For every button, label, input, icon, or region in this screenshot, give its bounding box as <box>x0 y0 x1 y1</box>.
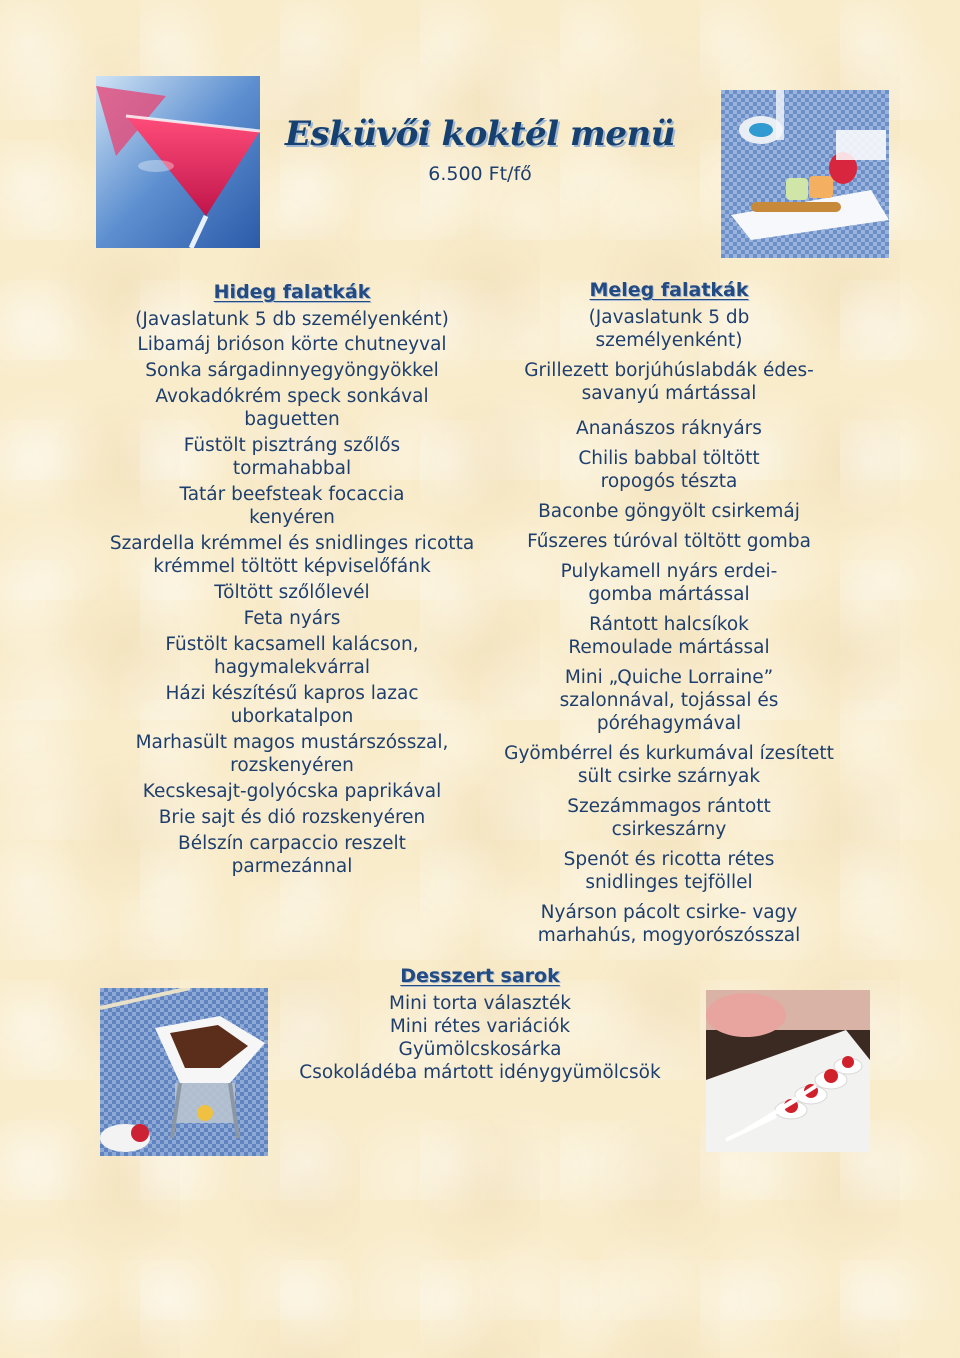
list-item: Bélszín carpaccio reszelt parmezánnal <box>178 833 406 877</box>
list-item: Házi készítésű kapros lazac uborkatalpon <box>165 683 419 727</box>
list-item: Spenót és ricotta rétes snidlinges tejföllel <box>563 849 775 893</box>
list-item: (Javaslatunk 5 db személyenként) <box>588 307 750 351</box>
list-item: Mini rétes variációk <box>389 1016 571 1037</box>
dessert-plate-photo <box>721 90 889 258</box>
list-item: Sonka sárgadinnyegyöngyökkel <box>145 360 439 381</box>
list-item: Feta nyárs <box>243 608 341 629</box>
fondue-photo <box>100 988 268 1156</box>
dessert-section <box>260 964 700 1084</box>
list-item: Kecskesajt-golyócska paprikával <box>142 781 442 802</box>
list-item: Szezámmagos rántott csirkeszárny <box>567 796 771 840</box>
list-item: (Javaslatunk 5 db személyenként) <box>135 309 449 330</box>
price-per-person: 6.500 Ft/fő <box>428 163 532 185</box>
list-item: Füstölt kacsamell kalácson, hagymalekvárral <box>165 634 419 678</box>
list-item: Baconbe göngyölt csirkemáj <box>538 501 800 522</box>
list-item: Grillezett borjúhúslabdák édes-savanyú mártással <box>524 360 814 404</box>
list-item: Pulykamell nyárs erdei-gomba mártással <box>560 561 778 605</box>
list-item: Fűszeres túróval töltött gomba <box>527 531 811 552</box>
list-item: Mini torta választék <box>389 993 571 1014</box>
page-title: Esküvői koktél menü <box>285 114 675 154</box>
list-item: Mini „Quiche Lorraine” szalonnával, tojással és póréhagymával <box>559 667 779 734</box>
list-item: Tatár beefsteak focaccia kenyéren <box>179 484 405 528</box>
warm-appetizers-heading: Meleg falatkák <box>589 279 749 301</box>
list-item: Marhasült magos mustárszósszal, rozskenyéren <box>135 732 449 776</box>
list-item: Chilis babbal töltött ropogós tészta <box>578 448 760 492</box>
list-item: Füstölt pisztráng szőlős tormahabbal <box>183 435 401 479</box>
list-item: Rántott halcsíkok Remoulade mártással <box>568 614 770 658</box>
list-item: Szardella krémmel és snidlinges ricotta krémmel töltött képviselőfánk <box>109 533 475 577</box>
cold-appetizers-heading: Hideg falatkák <box>213 281 371 303</box>
list-item: Libamáj brióson körte chutneyval <box>137 334 447 355</box>
cold-appetizers-section <box>108 280 476 881</box>
list-item: Brie sajt és dió rozskenyéren <box>158 807 426 828</box>
list-item: Gyömbérrel és kurkumával ízesített sült csirke szárnyak <box>504 743 834 787</box>
list-item: Gyümölcskosárka <box>398 1039 562 1060</box>
list-item: Ananászos ráknyárs <box>576 418 762 439</box>
list-item: Avokadókrém speck sonkával baguetten <box>155 386 429 430</box>
spoon-appetizers-photo <box>706 990 870 1152</box>
cocktail-photo <box>96 76 260 248</box>
dessert-heading: Desszert sarok <box>400 965 560 987</box>
list-item: Töltött szőlőlevél <box>214 582 370 603</box>
warm-appetizers-section <box>494 278 844 954</box>
list-item: Csokoládéba mártott idénygyümölcsök <box>299 1062 661 1083</box>
list-item: Nyárson pácolt csirke- vagy marhahús, mogyorószósszal <box>537 902 801 946</box>
